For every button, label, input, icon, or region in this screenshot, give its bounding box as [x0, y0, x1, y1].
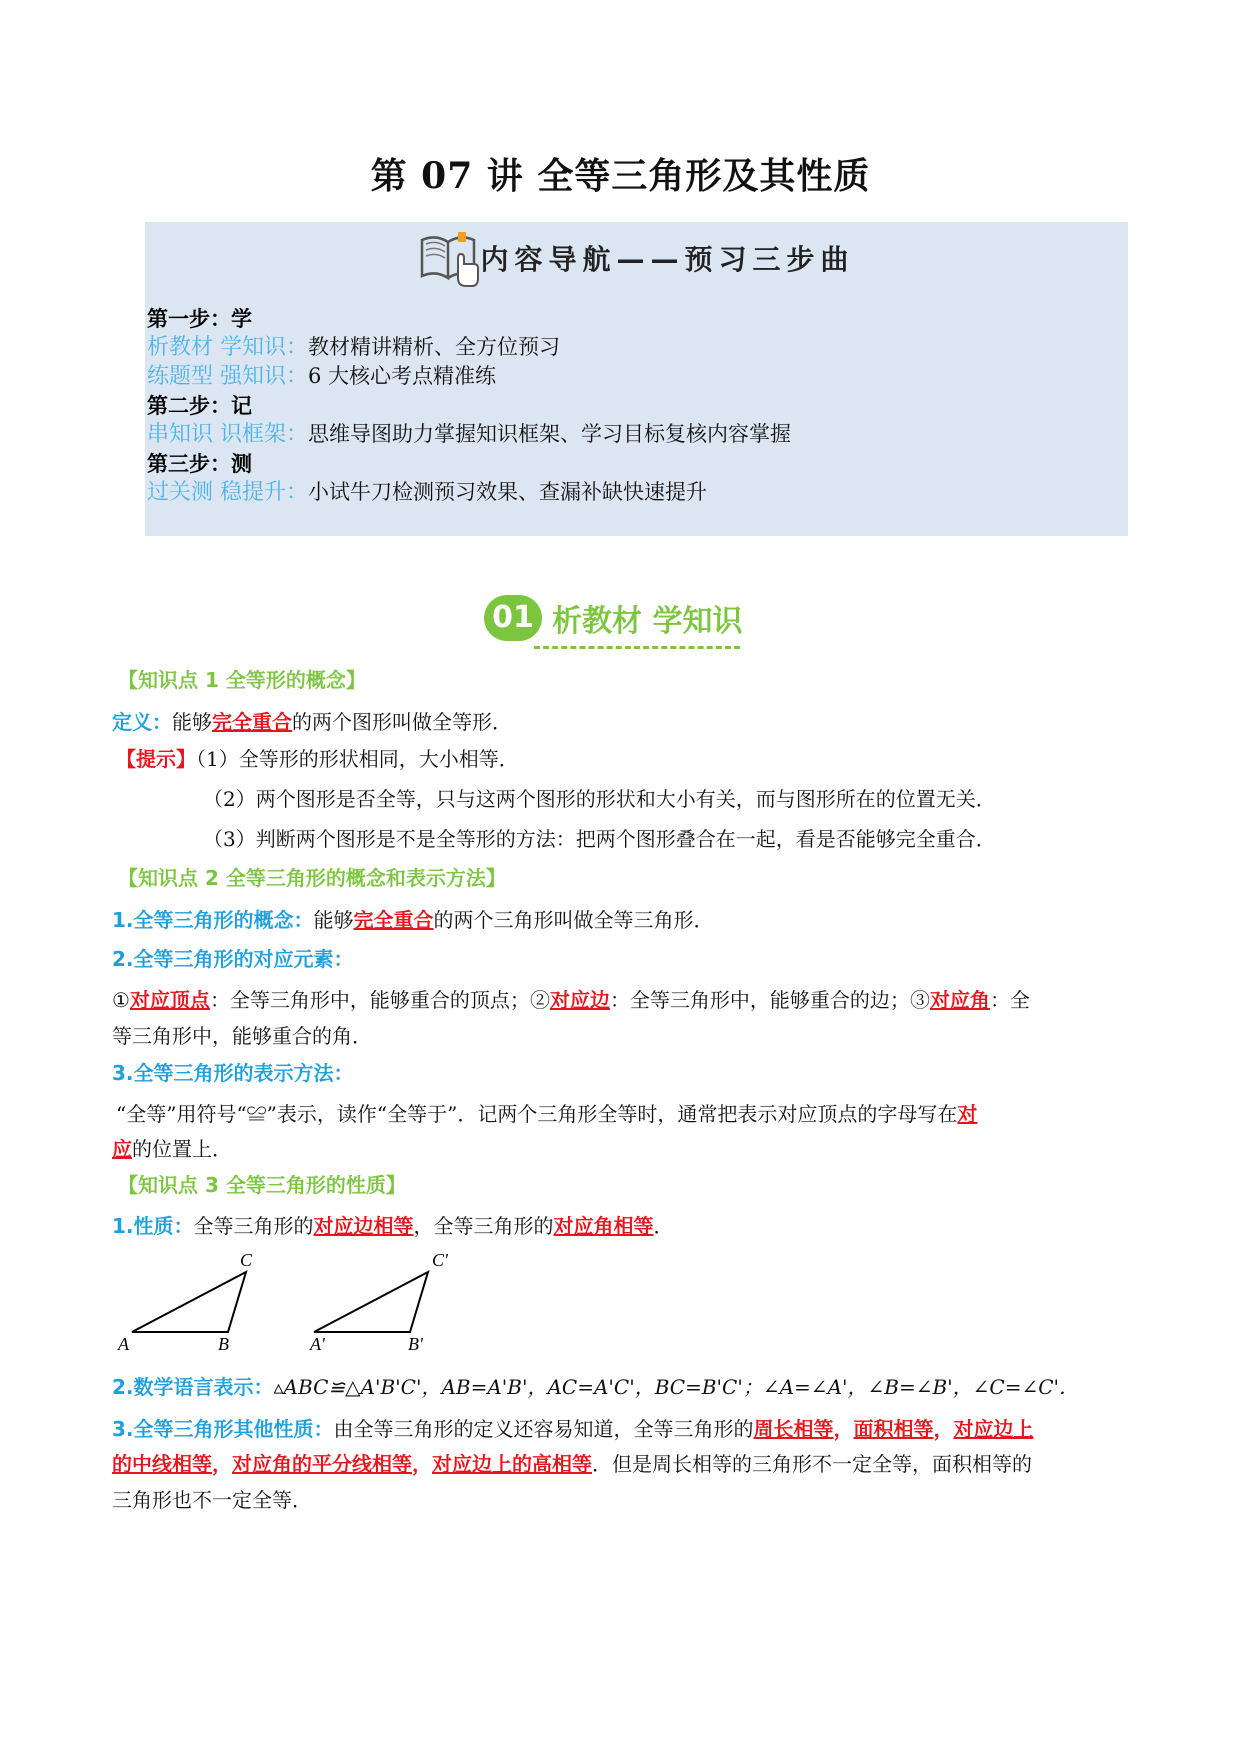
kp3-title: 【知识点 3 全等三角形的性质】 — [118, 1173, 406, 1197]
content-navigation-box — [145, 222, 1128, 536]
nav-header-title: 内容导航——预习三步曲 — [480, 243, 855, 276]
vertex-label-b: B — [218, 1334, 229, 1352]
kp2-concept: 1.全等三角形的概念：能够完全重合的两个三角形叫做全等三角形． — [112, 908, 714, 932]
nav-steps — [147, 304, 791, 507]
kp3-property: 1.性质：全等三角形的对应边相等，全等三角形的对应角相等． — [112, 1214, 674, 1238]
step-1-heading: 第一步：学 — [147, 306, 252, 331]
congruent-triangles-figure — [112, 1252, 472, 1352]
kp1-definition: 定义：能够完全重合的两个图形叫做全等形． — [112, 710, 512, 734]
section-badge — [484, 590, 754, 650]
step-item: 析教材 学知识：教材精讲精析、全方位预习 — [147, 335, 560, 360]
kp1-tip-2: （2）两个图形是否全等，只与这两个图形的形状和大小有关，而与图形所在的位置无关． — [203, 787, 996, 811]
kp3-math-expression: 2.数学语言表示：▵ABC≌△A'B'C'，AB=A'B'，AC=A'C'，BC=B'C'；∠A=∠A'，∠B=∠B'，∠C=∠C'． — [112, 1375, 1080, 1399]
kp1-tip-3: （3）判断两个图形是不是全等形的方法：把两个图形叠合在一起，看是否能够完全重合． — [203, 827, 996, 851]
nav-header — [145, 228, 1128, 288]
book-hand-icon — [418, 228, 480, 288]
step-3-heading: 第三步：测 — [147, 451, 252, 476]
kp2-notation-line-1: “全等”用符号“≌”表示，读作“全等于”．记两个三角形全等时，通常把表示对应顶点的字母写在对 — [116, 1102, 978, 1126]
section-underline — [534, 646, 740, 649]
kp2-notation-line-2: 应的位置上． — [112, 1137, 232, 1161]
step-2-heading: 第二步：记 — [147, 393, 252, 418]
section-number: 01 — [484, 595, 542, 641]
kp1-tip-1: 【提示】（1）全等形的形状相同，大小相等． — [116, 747, 519, 771]
kp2-elements-line-1: ①对应顶点：全等三角形中，能够重合的顶点；②对应边：全等三角形中，能够重合的边；③对应角：全 — [112, 988, 1030, 1012]
step-item: 练题型 强知识：6 大核心考点精准练 — [147, 364, 497, 389]
kp2-elements-label: 2.全等三角形的对应元素： — [112, 947, 354, 971]
kp3-other-properties-line-2: 的中线相等，对应角的平分线相等，对应边上的高相等．但是周长相等的三角形不一定全等，面积相等的 — [112, 1452, 1032, 1476]
section-label: 析教材 学知识 — [552, 604, 743, 639]
kp3-other-properties-line-3: 三角形也不一定全等． — [112, 1488, 312, 1512]
vertex-label-c-prime: C' — [432, 1252, 448, 1270]
page-title: 第 07 讲 全等三角形及其性质 — [370, 155, 871, 197]
step-item: 过关测 稳提升：小试牛刀检测预习效果、查漏补缺快速提升 — [147, 480, 707, 505]
triangle-abc-prime — [314, 1272, 428, 1332]
vertex-label-a: A — [118, 1334, 129, 1352]
vertex-label-c: C — [240, 1252, 253, 1270]
step-item: 串知识 识框架：思维导图助力掌握知识框架、学习目标复核内容掌握 — [147, 422, 791, 447]
kp2-notation-label: 3.全等三角形的表示方法： — [112, 1061, 354, 1085]
kp2-elements-line-2: 等三角形中，能够重合的角． — [112, 1024, 372, 1048]
kp1-title: 【知识点 1 全等形的概念】 — [118, 668, 366, 692]
kp3-other-properties-line-1: 3.全等三角形其他性质：由全等三角形的定义还容易知道，全等三角形的周长相等，面积相等，对应边上 — [112, 1417, 1034, 1441]
vertex-label-a-prime: A' — [310, 1334, 325, 1352]
vertex-label-b-prime: B' — [408, 1334, 423, 1352]
triangle-abc — [132, 1272, 246, 1332]
kp2-title: 【知识点 2 全等三角形的概念和表示方法】 — [118, 866, 506, 890]
